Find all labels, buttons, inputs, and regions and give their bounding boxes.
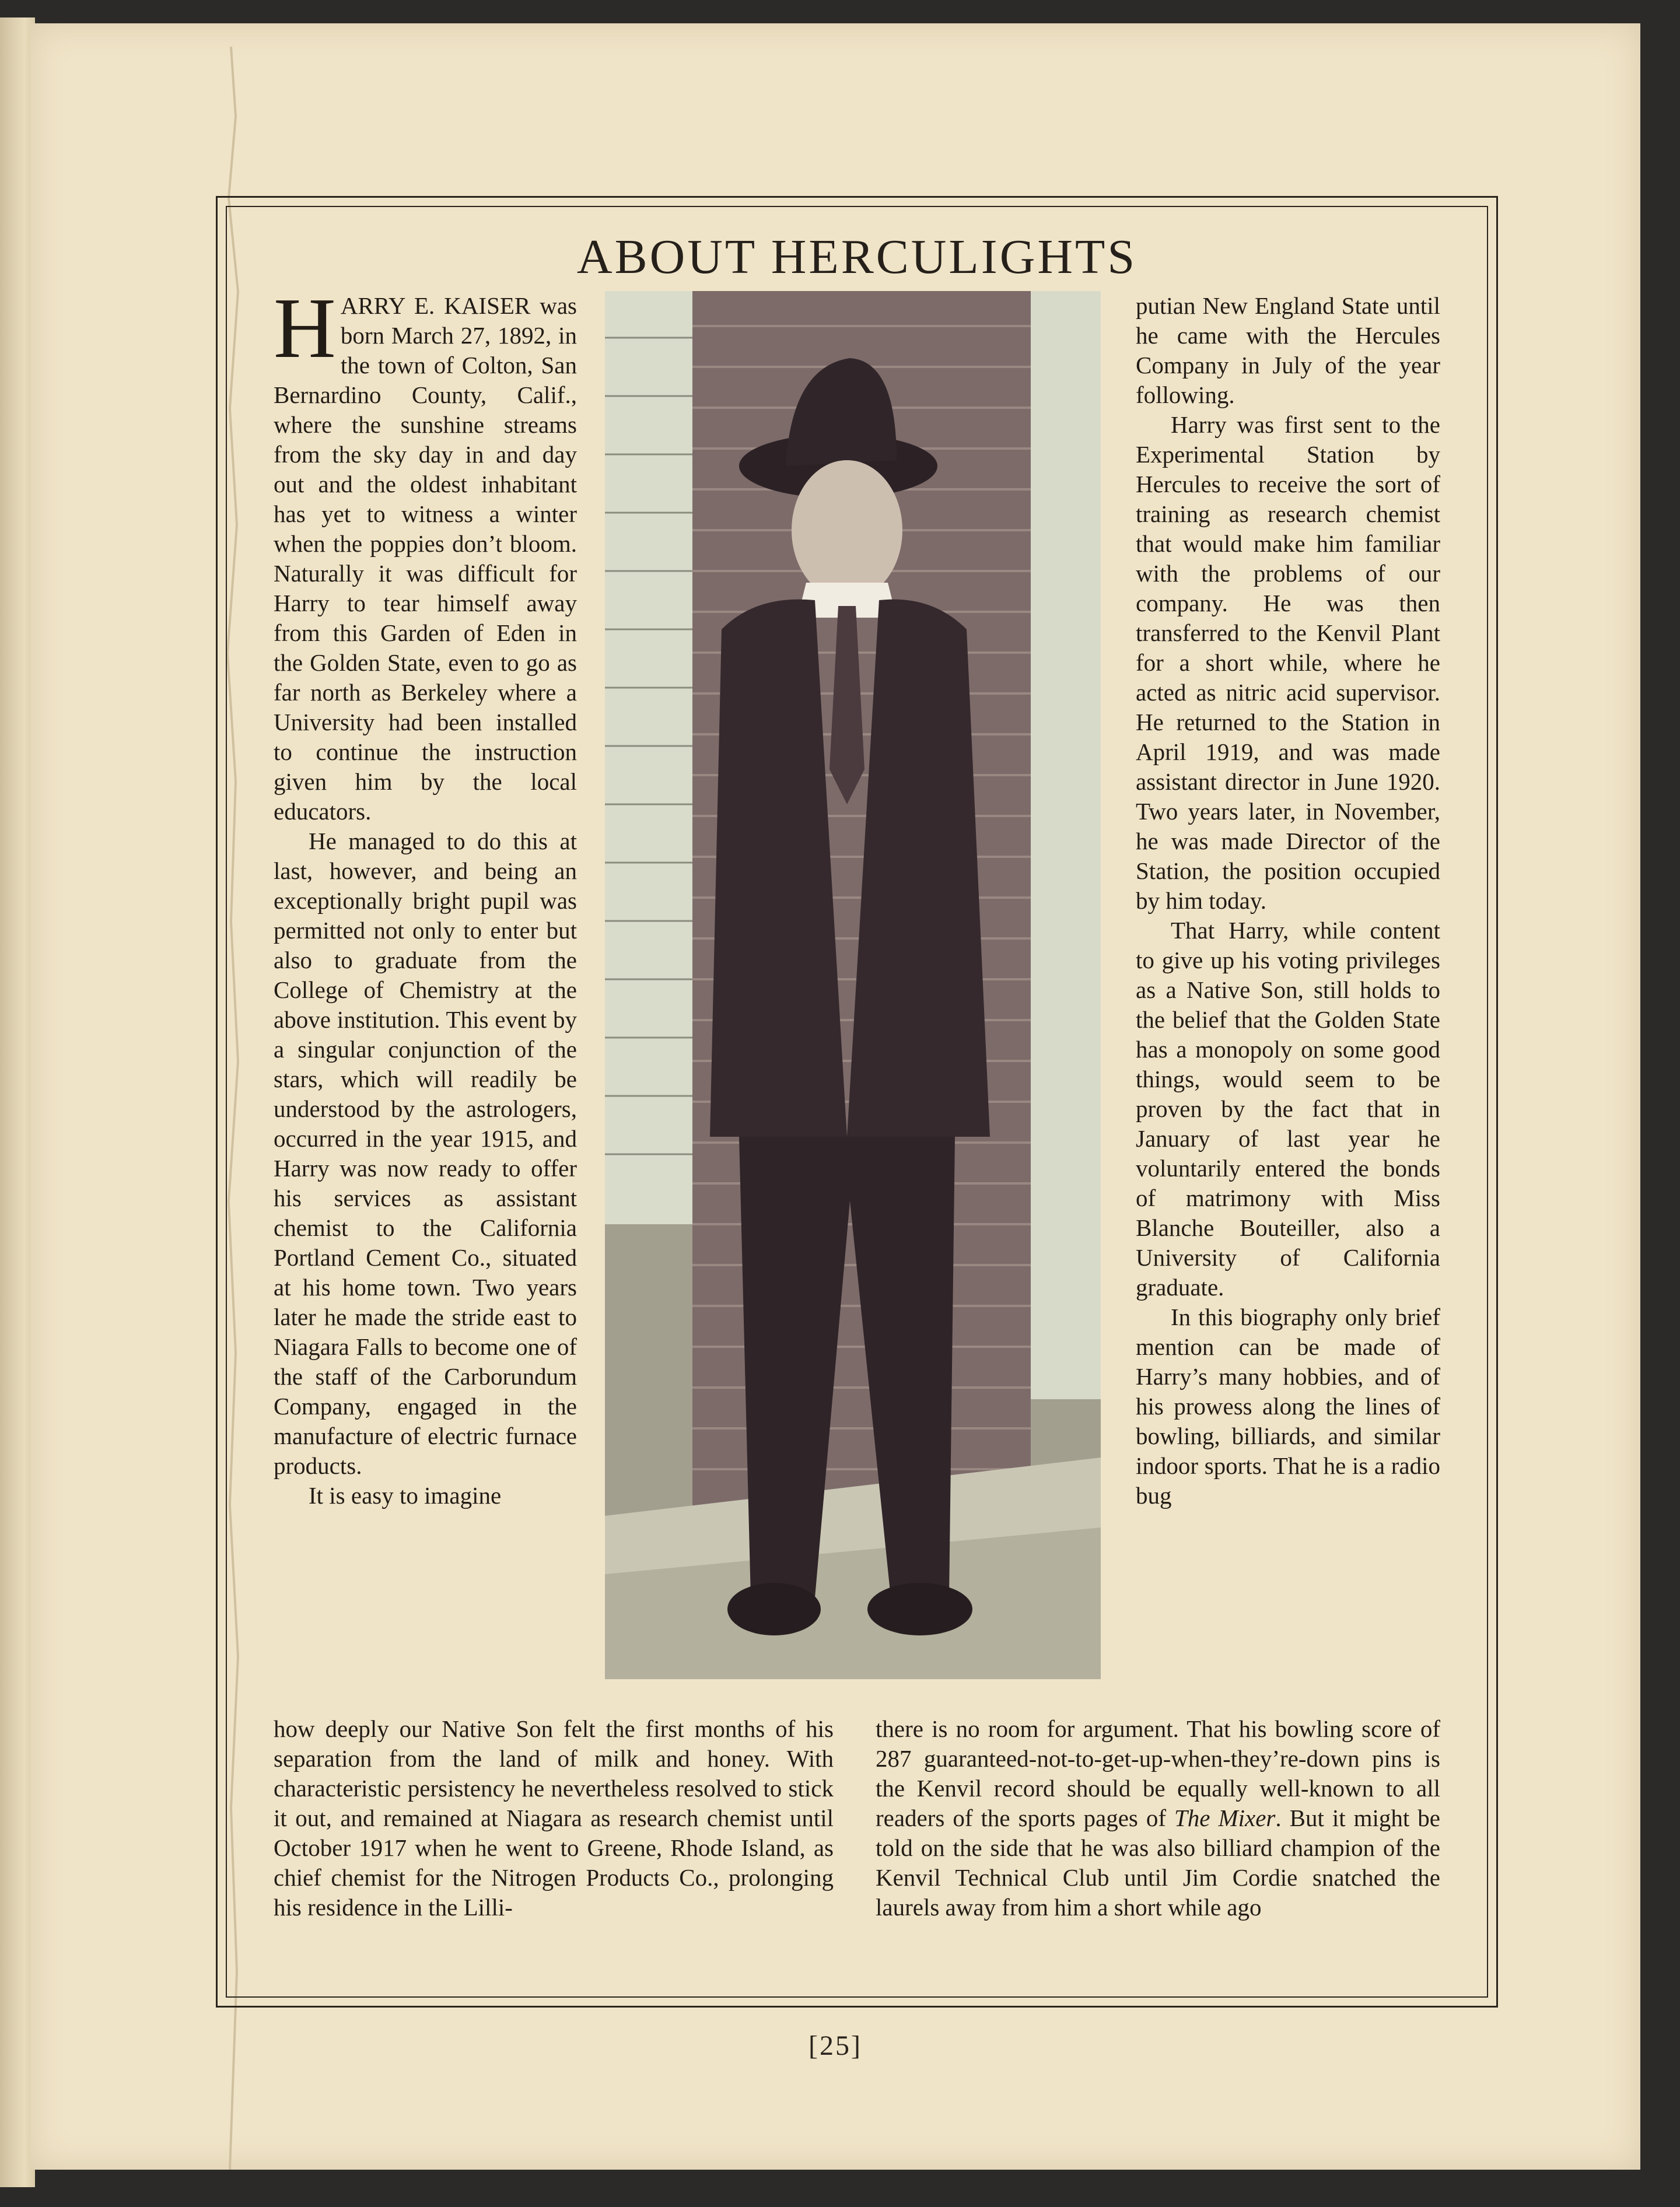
- article-frame: [216, 196, 1498, 2008]
- page-number: [25]: [808, 2030, 862, 2061]
- drop-cap: H: [274, 281, 336, 376]
- bottom-right-text-a: there is no room for argument. That his bowling score of 287 guaranteed-not-to-get-up-when-they’re-down pins is the Kenvil record should be equally well-known to all readers of the sports pages of: [876, 1715, 1440, 1831]
- bottom-right-text-b: . But it might be told on the side that he was also billiard champion of the Kenvil Technical Club until Jim Cordie snatched the laurels away from him a short while ago: [876, 1805, 1440, 1921]
- right-column: [1136, 291, 1440, 1511]
- publication-name: The Mixer: [1174, 1805, 1276, 1831]
- bottom-right-text: [876, 1714, 1440, 1922]
- right-paragraph-2: Harry was first sent to the Experimental Station by Hercules to receive the sort of training as research chemist that would make him familiar with the problems of our company. He was then transferred to the Kenvil Plant for a short while, where he acted as nitric acid supervisor. He returned to the Station in April 1919, and was made assistant director in June 1920. Two years later, in November, he was made Director of the Station, the position occupied by him today.: [1136, 411, 1440, 914]
- left-column: [274, 281, 577, 1511]
- right-paragraph-1: putian New England State until he came with the Hercules Company in July of the year following.: [1136, 292, 1440, 408]
- paragraph-1: [274, 281, 577, 826]
- magazine-page: [30, 23, 1640, 2170]
- bottom-left-text: how deeply our Native Son felt the first months of his separation from the land of milk and honey. With characteristic persistency he nevertheless resolved to stick it out, and remained at Niagara as research chemist until October 1917 when he went to Greene, Rhode Island, as chief chemist for the Nitrogen Products Co., prolonging his residence in the Lilli-: [274, 1715, 834, 1921]
- paragraph-1-text: ARRY E. KAISER was born March 27, 1892, in the town of Colton, San Bernardino County, Calif., where the sunshine streams from the sky day in and day out and the oldest inhabitant has yet to witness a winter when the poppies don’t bloom. Naturally it was difficult for Harry to tear himself away from this Garden of Eden in the Golden State, even to go as far north as Berkeley where a University had been installed to continue the instruction given him by the local educators.: [274, 292, 577, 825]
- right-paragraph-4: In this biography only brief mention can be made of Harry’s many hobbies, and of his prowess along the lines of bowling, billiards, and similar indoor sports. That he is a radio bug: [1136, 1304, 1440, 1509]
- paragraph-2: He managed to do this at last, however, and being an exceptionally bright pupil was permitted not only to enter but also to graduate from the College of Chemistry at the above institution. This event by a singular conjunction of the stars, which will readily be understood by the astrologers, occurred in the year 1915, and Harry was now ready to offer his services as assistant chemist to the California Portland Cement Co., situated at his home town. Two years later he made the stride east to Niagara Falls to become one of the staff of the Carborundum Company, engaged in the manufacture of electric furnace products.: [274, 828, 577, 1479]
- article-title: ABOUT HERCULIGHTS: [576, 230, 1138, 284]
- right-paragraph-3: That Harry, while content to give up his voting privileges as a Native Son, still holds to the belief that the Golden State has a monopoly on some good things, would seem to be proven by the fact that in January of last year he voluntarily entered the bonds of matrimony with Miss Blanche Bouteiller, also a University of California graduate.: [1136, 917, 1440, 1301]
- portrait-illustration: [605, 291, 1101, 1679]
- portrait-photo: [605, 291, 1101, 1679]
- adjacent-page-edge: [0, 17, 35, 2187]
- bottom-left-column: [274, 1714, 834, 1922]
- paragraph-3-start: It is easy to imagine: [309, 1482, 502, 1509]
- bottom-right-column: [876, 1714, 1440, 1922]
